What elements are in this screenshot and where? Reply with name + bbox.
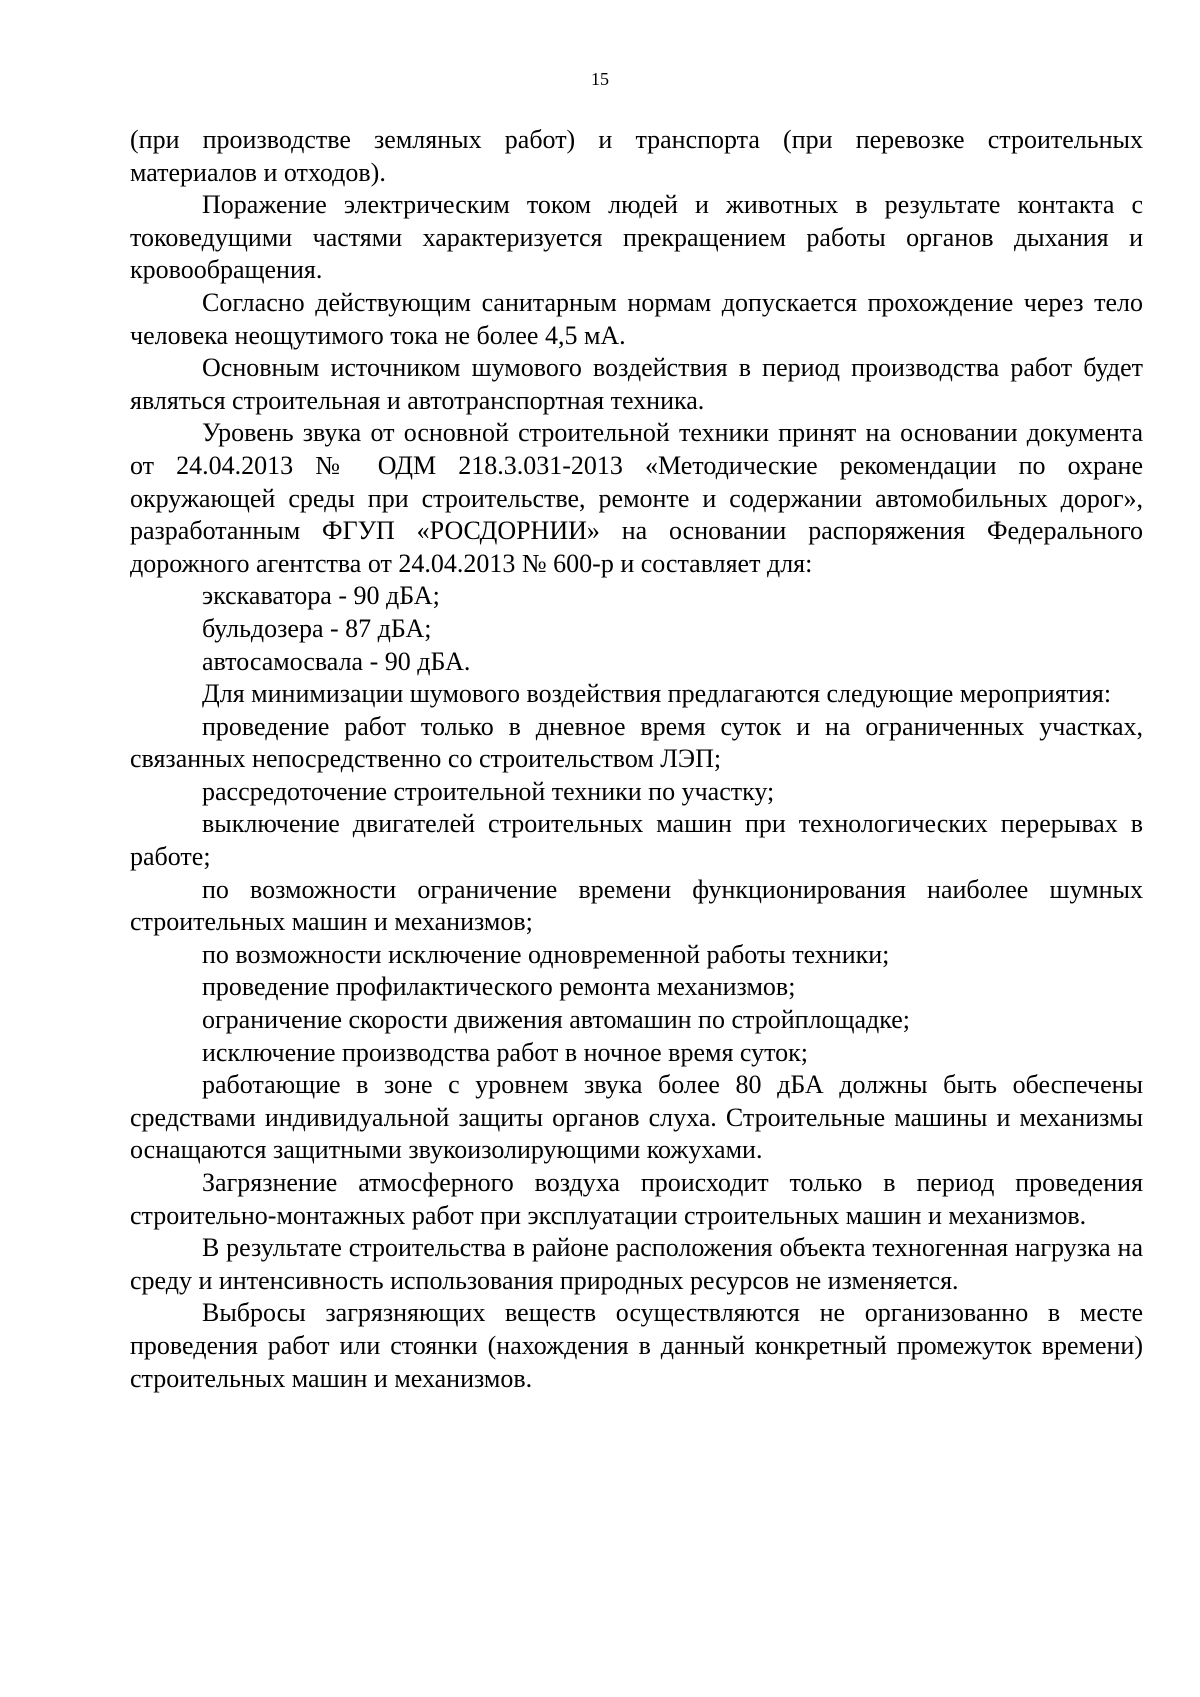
page-number: 15 [591,69,609,89]
list-item: экскаватора - 90 дБА; [202,581,440,611]
paragraph: Поражение электрическим током людей и животных в результате контакта с токоведущими частями характеризуется прекращением работы органов дыхания и кровообращения. [130,190,1143,285]
document-body [130,124,1143,1395]
paragraph: Согласно действующим санитарным нормам допускается прохождение через тело человека неощутимого тока не более 4,5 мА. [130,287,1143,350]
list-item: выключение двигателей строительных машин при технологических перерывах в работе; [130,809,1143,872]
list-item: исключение производства работ в ночное время суток; [202,1037,808,1067]
list-item: работающие в зоне с уровнем звука более 80 дБА должны быть обеспечены средствами индивидуальной защиты органов слуха. Строительные машины и механизмы оснащаются защитными звукоизолирующими кожухами. [130,1070,1143,1165]
list-item: проведение работ только в дневное время суток и на ограниченных участках, связанных непосредственно со строительством ЛЭП; [130,711,1143,774]
paragraph: В результате строительства в районе расположения объекта техногенная нагрузка на среду и интенсивность использования природных ресурсов не изменяется. [130,1233,1143,1295]
paragraph: Загрязнение атмосферного воздуха происходит только в период проведения строительно-монтажных работ при эксплуатации строительных машин и механизмов. [130,1168,1143,1230]
list-item: по возможности исключение одновременной работы техники; [202,939,890,969]
list-item: бульдозера - 87 дБА; [202,613,432,643]
list-item: рассредоточение строительной техники по участку; [202,776,775,806]
list-item: проведение профилактического ремонта механизмов; [202,972,796,1002]
paragraph: Выбросы загрязняющих веществ осуществляются не организованно в месте проведения работ или стоянки (нахождения в данный конкретный промежуток времени) строительных машин и механизмов. [130,1298,1143,1393]
paragraph: (при производстве земляных работ) и транспорта (при перевозке строительных материалов и отходов). [130,125,1143,187]
paragraph: Для минимизации шумового воздействия предлагаются следующие мероприятия: [202,679,1112,709]
list-item: автосамосвала - 90 дБА. [202,646,471,676]
list-item: ограничение скорости движения автомашин по стройплощадке; [202,1005,911,1035]
paragraph: Уровень звука от основной строительной техники принят на основании документа от 24.04.2013 № ОДМ 218.3.031-2013 «Методические рекомендации по охране окружающей среды при строительстве, ремонте и содержании автомобильных дорог», разработанным ФГУП «РОСДОРНИИ» на основании распоряжения Федерального дорожного агентства от 24.04.2013 № 600-р и составляет для: [130,418,1143,578]
paragraph: Основным источником шумового воздействия в период производства работ будет являться строительная и автотранспортная техника. [130,353,1143,415]
list-item: по возможности ограничение времени функционирования наиболее шумных строительных машин и механизмов; [130,874,1143,937]
